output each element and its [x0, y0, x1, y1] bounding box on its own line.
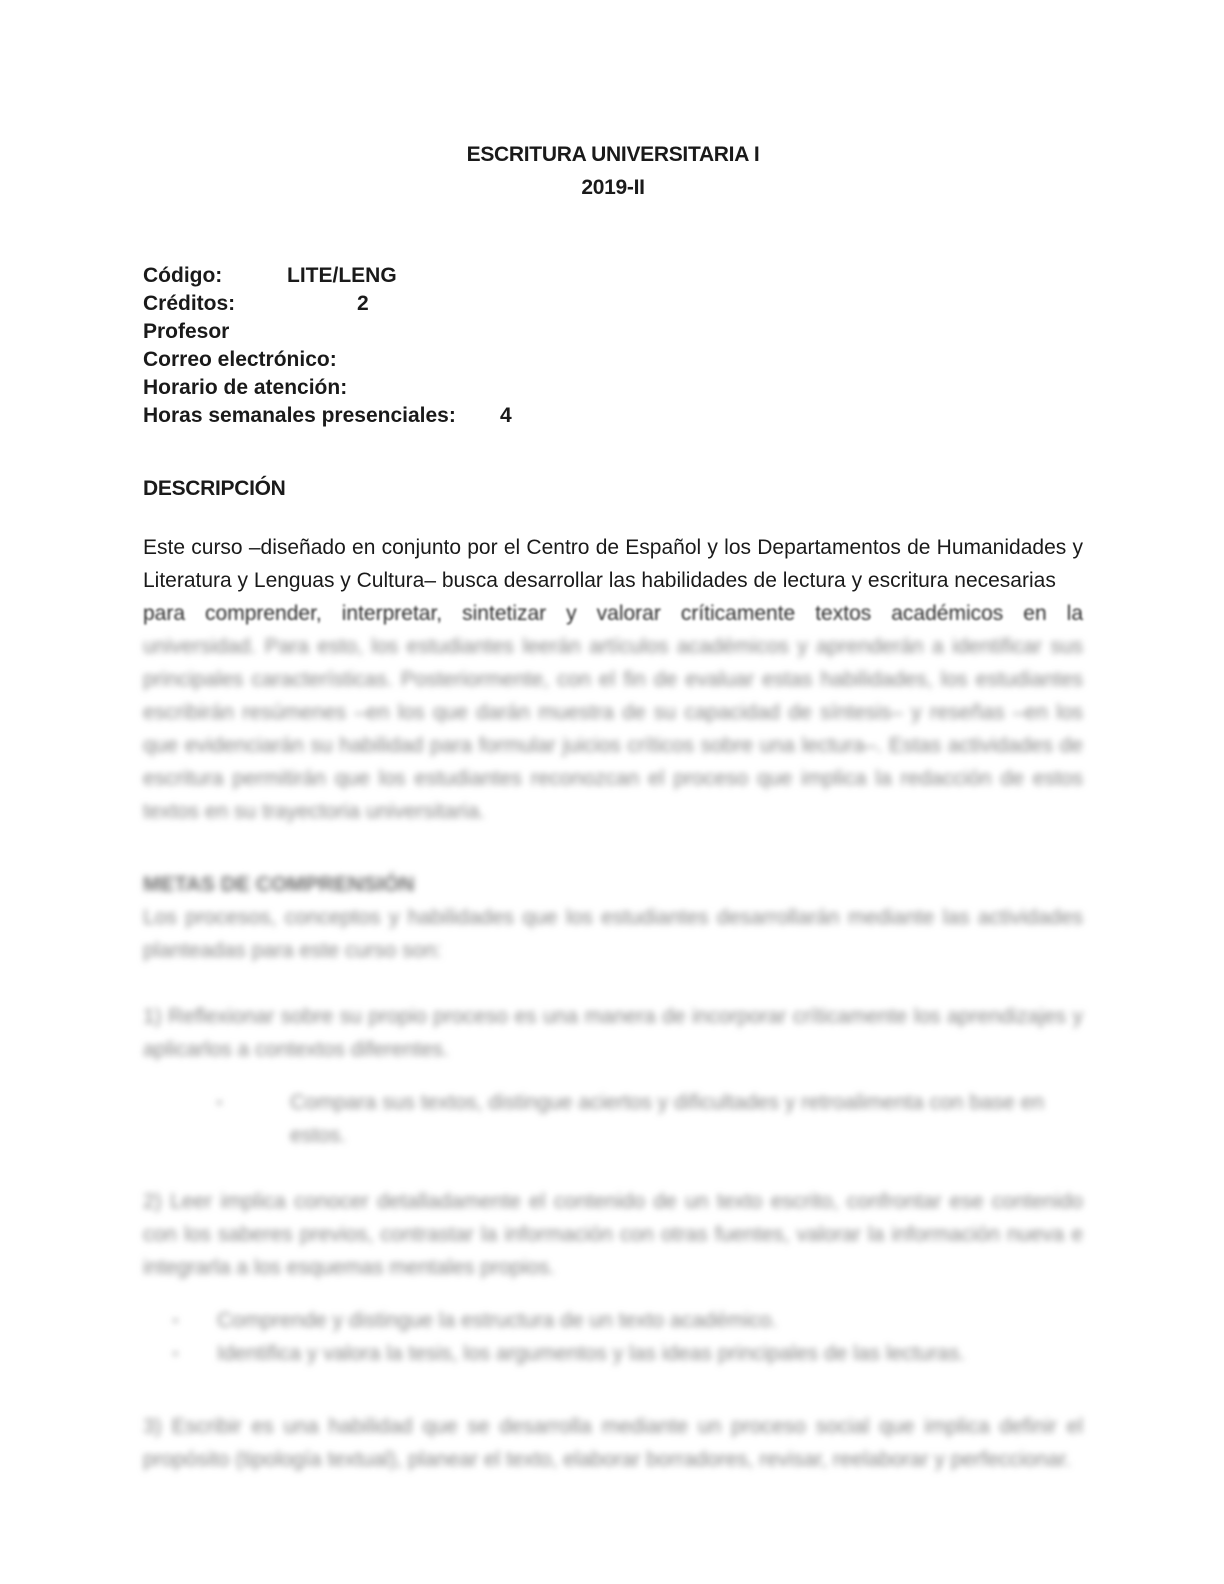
- meta-value-creditos: 2: [357, 292, 369, 315]
- meta-row-profesor: [143, 318, 1083, 346]
- meta-row-creditos: [143, 290, 1083, 318]
- meta-row-codigo: [143, 262, 1083, 290]
- description-paragraph-clear: Este curso –diseñado en conjunto por el Centro de Español y los Departamentos de Humanidades y Literatura y Lenguas y Cultura– busca desarrollar las habilidades de lectura y escritura necesarias: [143, 536, 1083, 592]
- bullet-icon: •: [217, 1094, 222, 1110]
- meta-value-codigo: LITE/LENG: [287, 264, 397, 287]
- bullet-text: Compara sus textos, distingue aciertos y dificultades y retroalimenta con base en estos.: [290, 1091, 1045, 1147]
- meta-label-correo: Correo electrónico:: [143, 348, 337, 371]
- description-paragraph-degraded: para comprender, interpretar, sintetizar y valorar críticamente textos académicos en la: [143, 602, 1083, 625]
- meta-label-codigo: Código:: [143, 264, 223, 287]
- document-content: [143, 0, 1083, 1476]
- metas-heading: METAS DE COMPRENSIÓN: [143, 873, 415, 896]
- metas-item3: 3) Escribir es una habilidad que se desarrolla mediante un proceso social que implica definir el propósito (tipología textual), planear el texto, elaborar borradores, revisar, reelaborar y perfeccionar.: [143, 1415, 1083, 1471]
- course-title-line1: ESCRITURA UNIVERSITARIA I: [466, 143, 760, 166]
- metas-item1: 1) Reflexionar sobre su propio proceso es una manera de incorporar críticamente los aprendizajes y aplicarlos a contextos diferentes.: [143, 1005, 1083, 1061]
- description-paragraph-blurred: universidad. Para esto, los estudiantes leerán artículos académicos y aprenderán a identificar sus principales características. Posteriormente, con el fin de evaluar estas habilidades, los estudiantes escribirán resúmenes –en los que darán muestra de su capacidad de síntesis– y reseñas –en los que evidenciarán su habilidad para formular juicios críticos sobre una lectura–. Estas actividades de escritura permitirán que los estudiantes reconozcan el proceso que implica la redacción de estos textos en su trayectoria universitaria.: [143, 635, 1083, 823]
- metas-item1-bullet: [143, 1086, 1083, 1152]
- description-heading: DESCRIPCIÓN: [143, 477, 286, 500]
- metas-intro: Los procesos, conceptos y habilidades que los estudiantes desarrollarán mediante las actividades planteadas para este curso son:: [143, 906, 1083, 962]
- course-meta-block: [143, 262, 1083, 430]
- meta-value-horas: 4: [500, 404, 512, 427]
- meta-row-correo: [143, 346, 1083, 374]
- meta-label-creditos: Créditos:: [143, 292, 236, 315]
- bullet-icon: •: [173, 1312, 178, 1328]
- course-title-line2: 2019-II: [581, 176, 645, 199]
- meta-label-profesor: Profesor: [143, 320, 230, 343]
- bullet-text: Comprende y distingue la estructura de un texto académico.: [217, 1309, 778, 1332]
- meta-row-horario: [143, 374, 1083, 402]
- metas-item2-bullet-2: [143, 1337, 1083, 1370]
- meta-row-horas: [143, 402, 1083, 430]
- course-title: [143, 138, 1083, 204]
- metas-item2: 2) Leer implica conocer detalladamente el contenido de un texto escrito, confrontar ese contenido con los saberes previos, contrastar la información con otras fuentes, valorar la información nueva e integrarla a los esquemas mentales propios.: [143, 1190, 1083, 1279]
- meta-label-horas: Horas semanales presenciales:: [143, 404, 456, 427]
- metas-item2-bullet-1: [143, 1304, 1083, 1337]
- meta-label-horario: Horario de atención:: [143, 376, 348, 399]
- bullet-icon: •: [173, 1345, 178, 1361]
- bullet-text: Identifica y valora la tesis, los argumentos y las ideas principales de las lecturas.: [217, 1342, 966, 1365]
